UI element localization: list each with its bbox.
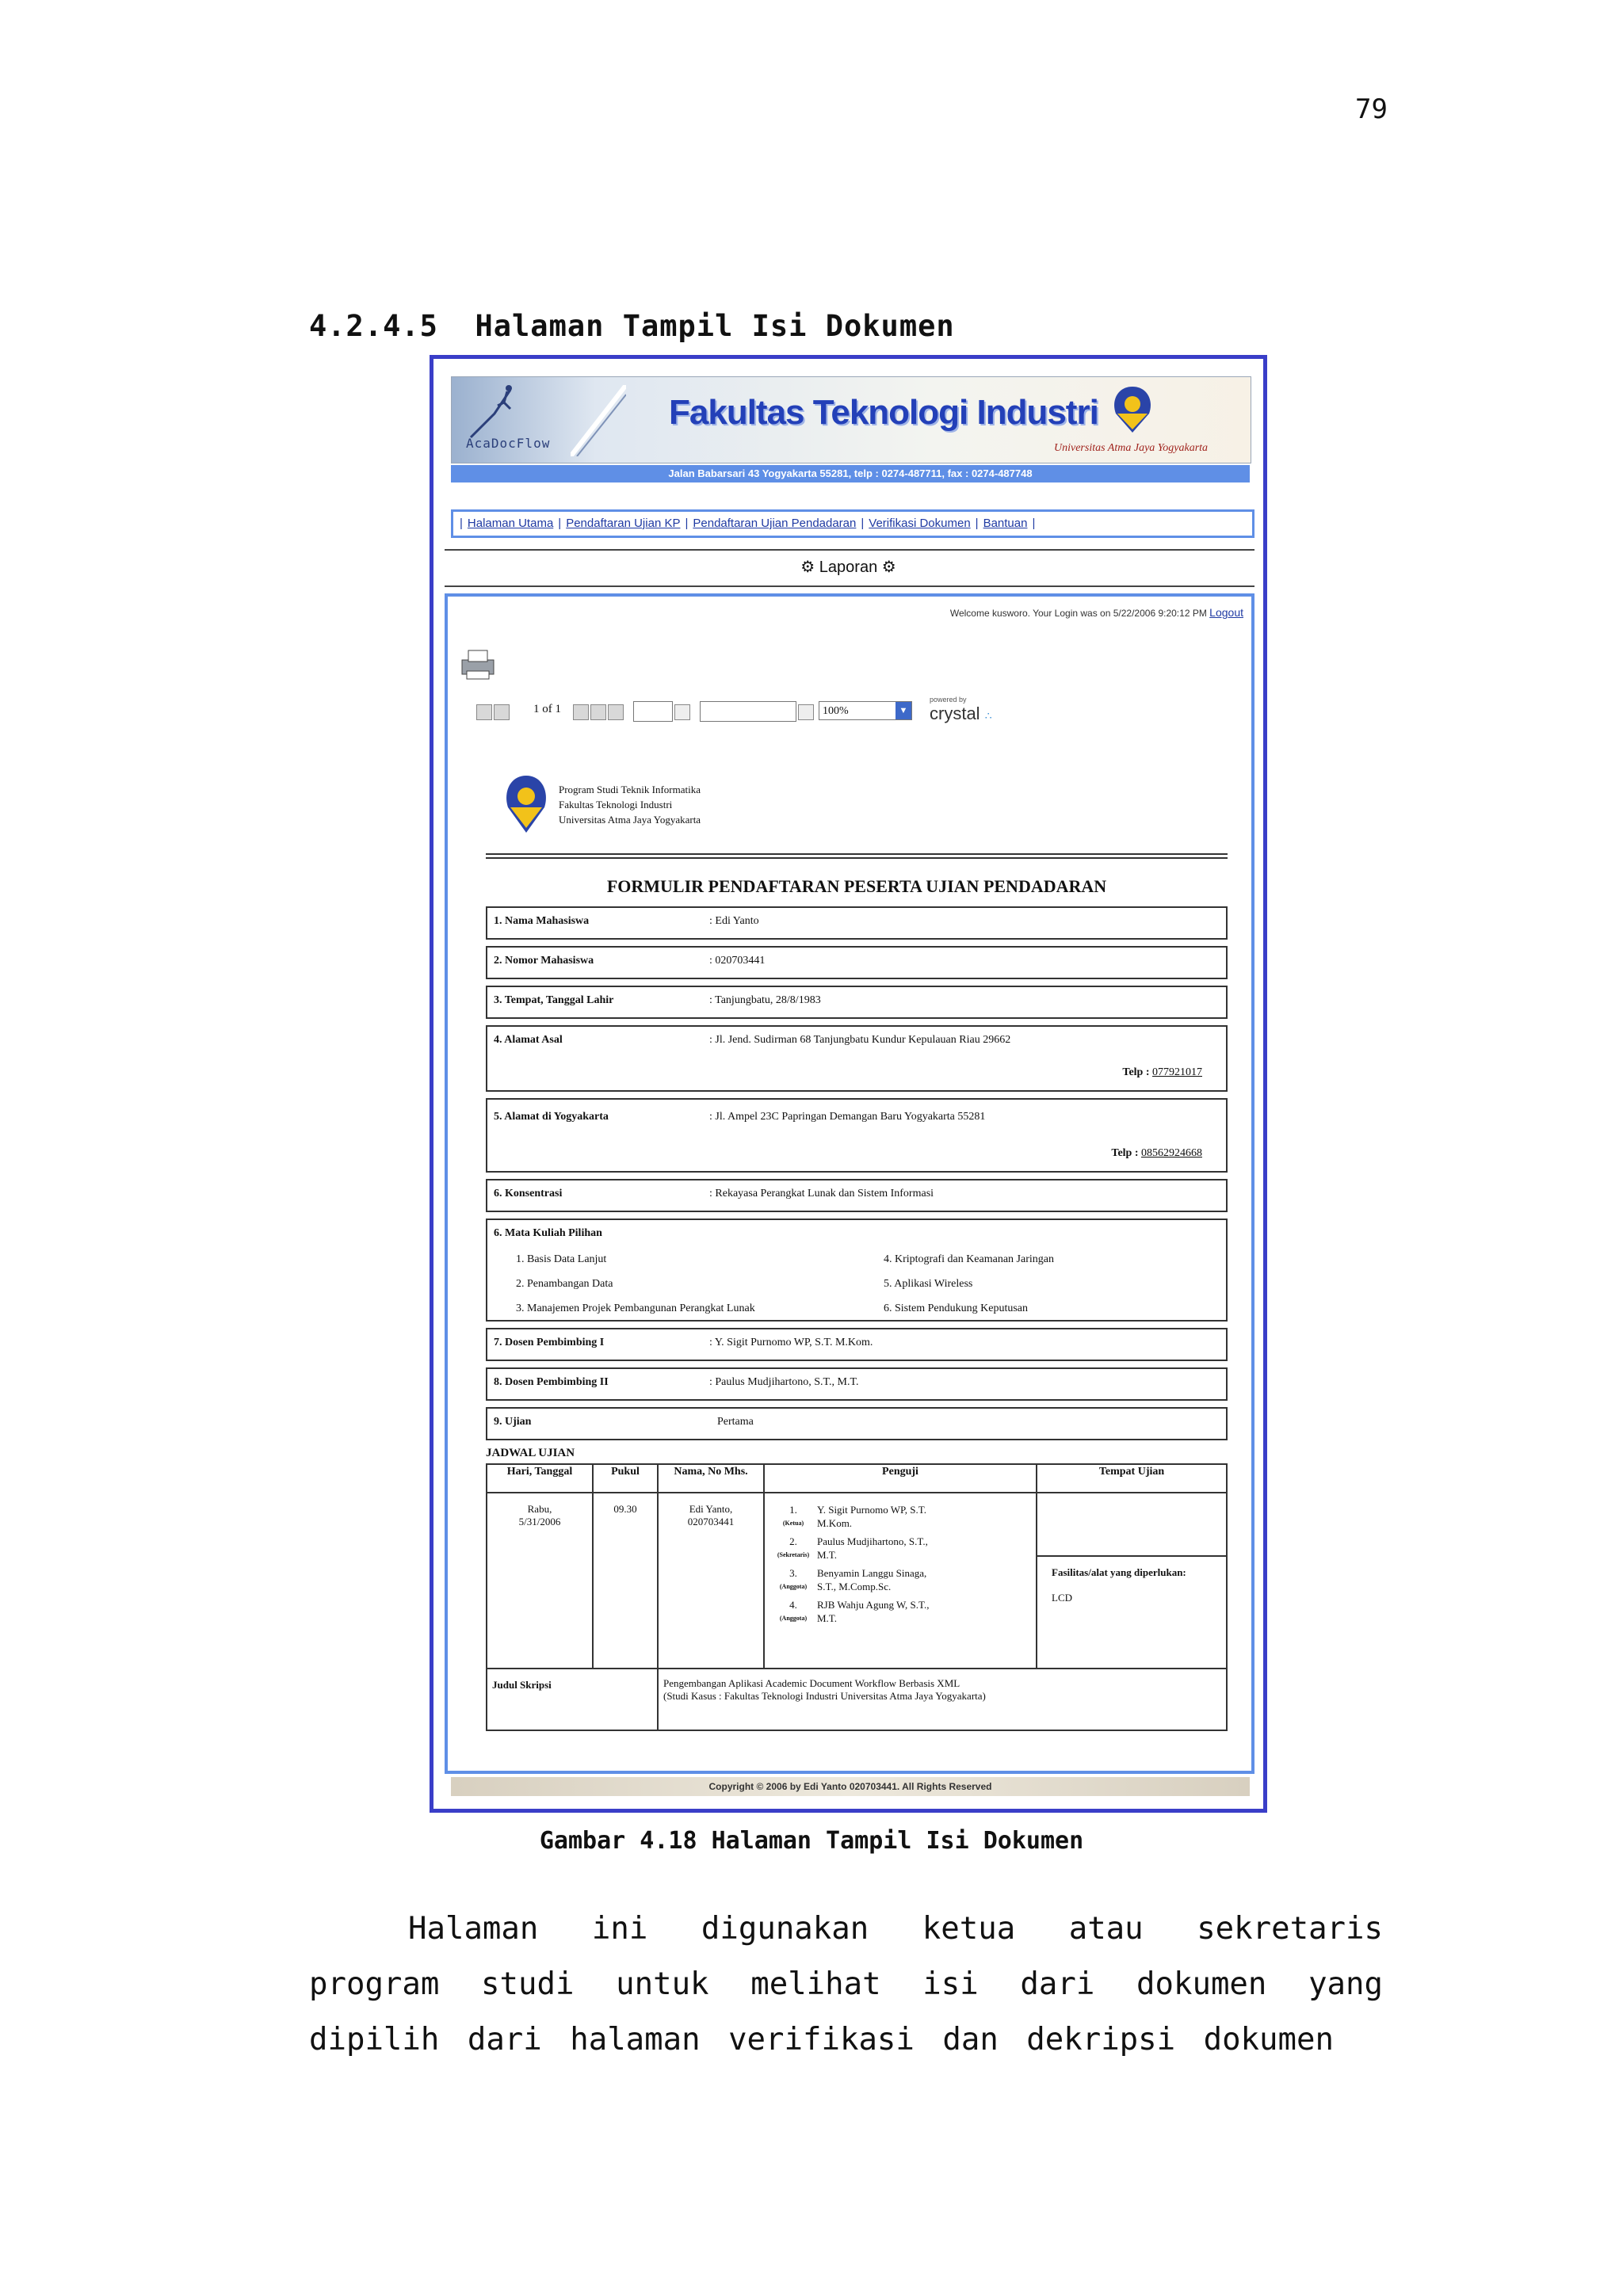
divider [445, 585, 1254, 587]
field-label: 5. Alamat di Yogyakarta [494, 1111, 609, 1123]
divider [445, 549, 1254, 551]
penguji-line: RJB Wahju Agung W, S.T., [817, 1599, 930, 1611]
field-dosen-1 [486, 1328, 1228, 1361]
field-nomor [486, 946, 1228, 979]
report-title: FORMULIR PENDAFTARAN PESERTA UJIAN PENDADARAN [606, 876, 1107, 896]
field-label: 6. Konsentrasi [494, 1188, 563, 1199]
judul-value-cell [658, 1669, 1227, 1730]
penguji-number [771, 1501, 815, 1531]
telp-value: 08562924668 [1141, 1147, 1202, 1159]
report-double-rule [486, 853, 1228, 859]
field-nama [486, 906, 1228, 940]
crystal-reports-logo [930, 696, 992, 724]
penguji-number [771, 1565, 815, 1595]
section-heading: 4.2.4.5 Halaman Tampil Isi Dokumen [309, 309, 955, 343]
telp-label: Telp : [1111, 1147, 1139, 1159]
faculty-title: Fakultas Teknologi Industri [669, 393, 1098, 432]
nim-text: 020703441 [687, 1516, 735, 1527]
list-item: 1. Basis Data Lanjut [516, 1253, 607, 1265]
field-dosen-2 [486, 1367, 1228, 1401]
table-header-row [487, 1464, 1227, 1493]
field-label: 7. Dosen Pembimbing I [494, 1337, 605, 1348]
field-value: : Paulus Mudjihartono, S.T., M.T. [709, 1376, 859, 1388]
penguji-row [771, 1596, 930, 1627]
report-header [486, 763, 1228, 850]
penguji-name [817, 1501, 930, 1531]
penguji-line: M.T. [817, 1612, 838, 1624]
last-page-button[interactable] [590, 704, 606, 720]
field-label: 6. Mata Kuliah Pilihan [494, 1227, 602, 1239]
column-header: Pukul [593, 1464, 658, 1493]
powered-by-text: powered by [930, 696, 967, 704]
column-header: Hari, Tanggal [487, 1464, 593, 1493]
judul-label-cell: Judul Skripsi [487, 1669, 658, 1730]
welcome-text: Welcome kusworo. Your Login was on 5/22/2006 9:20:12 PM [949, 608, 1207, 619]
nav-link-pendaftaran-pendadaran[interactable]: Pendaftaran Ujian Pendadaran [693, 517, 857, 530]
penguji-no: 1. [789, 1504, 797, 1516]
field-ttl [486, 986, 1228, 1019]
crystal-dots-icon: ∴ [984, 709, 992, 722]
printer-icon[interactable] [459, 646, 498, 682]
list-item: 2. Penambangan Data [516, 1278, 613, 1290]
welcome-message [950, 606, 1243, 619]
penguji-list [769, 1500, 931, 1628]
penguji-role: (Sekretaris) [777, 1551, 810, 1558]
telp-yogyakarta [1111, 1147, 1202, 1160]
field-value: : Edi Yanto [709, 915, 759, 927]
hari-cell [487, 1493, 593, 1669]
nama-text: Edi Yanto, [689, 1503, 733, 1515]
search-binoculars-icon[interactable] [798, 704, 814, 720]
search-text-input[interactable] [700, 701, 796, 722]
university-line: Universitas Atma Jaya Yogyakarta [559, 814, 701, 826]
mata-kuliah-left-list [516, 1247, 755, 1321]
crystal-brand-text: crystal [930, 704, 980, 723]
penguji-line: M.T. [817, 1549, 838, 1561]
close-group-tree-button[interactable] [608, 704, 624, 720]
field-value: : Tanjungbatu, 28/8/1983 [709, 994, 821, 1006]
judul-line: (Studi Kasus : Fakultas Teknologi Industri Universitas Atma Jaya Yogyakarta) [663, 1690, 986, 1702]
page-indicator: 1 of 1 [533, 703, 561, 715]
penguji-no: 3. [789, 1567, 797, 1579]
report-document [486, 763, 1228, 1731]
field-value: : Y. Sigit Purnomo WP, S.T. M.Kom. [709, 1337, 873, 1348]
telp-label: Telp : [1122, 1066, 1150, 1078]
penguji-line: Paulus Mudjihartono, S.T., [817, 1535, 928, 1547]
banner-slash-decoration [571, 385, 626, 456]
penguji-line: Benyamin Langgu Sinaga, [817, 1567, 927, 1579]
penguji-row [771, 1533, 930, 1563]
faculty-line: Fakultas Teknologi Industri [559, 799, 673, 810]
field-value: : 020703441 [709, 955, 766, 967]
report-icon: ⚙ [881, 559, 896, 576]
penguji-number [771, 1596, 815, 1627]
tanggal-text: 5/31/2006 [518, 1516, 561, 1527]
goto-page-button[interactable] [674, 704, 690, 720]
judul-line: Pengembangan Aplikasi Academic Document Workflow Berbasis XML [663, 1677, 960, 1689]
hari-text: Rabu, [527, 1503, 552, 1515]
climber-logo-icon [463, 382, 531, 441]
penguji-name [817, 1596, 930, 1627]
viewer-toolbar [476, 696, 1063, 723]
penguji-role: (Anggota) [779, 1615, 808, 1622]
zoom-select[interactable] [819, 701, 912, 720]
pukul-cell: 09.30 [593, 1493, 658, 1669]
field-label: 3. Tempat, Tanggal Lahir [494, 994, 614, 1006]
app-logo-text: AcaDocFlow [466, 436, 551, 451]
field-value: : Rekayasa Perangkat Lunak dan Sistem Informasi [709, 1188, 934, 1199]
field-mata-kuliah [486, 1219, 1228, 1322]
column-header: Tempat Ujian [1037, 1464, 1227, 1493]
jadwal-table [486, 1463, 1228, 1731]
jadwal-title: JADWAL UJIAN [486, 1447, 575, 1459]
field-label: 8. Dosen Pembimbing II [494, 1376, 609, 1388]
field-value: : Jl. Ampel 23C Papringan Demangan Baru Yogyakarta 55281 [709, 1111, 986, 1123]
nav-link-verifikasi-dokumen[interactable]: Verifikasi Dokumen [869, 517, 971, 530]
nama-cell [658, 1493, 764, 1669]
field-label: 4. Alamat Asal [494, 1034, 563, 1046]
nav-link-halaman-utama[interactable]: Halaman Utama [467, 517, 554, 530]
chevron-down-icon: ▼ [896, 702, 911, 719]
field-label: 2. Nomor Mahasiswa [494, 955, 594, 967]
penguji-no: 2. [789, 1535, 797, 1547]
university-seal-icon [498, 772, 554, 836]
column-header: Penguji [764, 1464, 1037, 1493]
column-header: Nama, No Mhs. [658, 1464, 764, 1493]
field-value: Pertama [717, 1416, 754, 1428]
tempat-cell [1037, 1493, 1227, 1669]
penguji-number [771, 1533, 815, 1563]
tempat-value [1037, 1493, 1226, 1557]
body-paragraph: Halaman ini digunakan ketua atau sekretaris program studi untuk melihat isi dari dokumen yang dipilih dari halaman verifikasi dan dekripsi dokumen [309, 1911, 1383, 2058]
field-alamat-asal [486, 1025, 1228, 1092]
list-item: 3. Manajemen Projek Pembangunan Perangkat Lunak [516, 1302, 755, 1314]
penguji-line: M.Kom. [817, 1517, 853, 1529]
site-banner [451, 376, 1251, 463]
nav-link-pendaftaran-kp[interactable]: Pendaftaran Ujian KP [566, 517, 681, 530]
fasilitas-value: LCD [1052, 1592, 1072, 1604]
penguji-line: Y. Sigit Purnomo WP, S.T. [817, 1504, 926, 1516]
address-bar: Jalan Babarsari 43 Yogyakarta 55281, telp : 0274-487711, fax : 0274-487748 [451, 465, 1250, 482]
copyright-bar: Copyright © 2006 by Edi Yanto 020703441. All Rights Reserved [451, 1777, 1250, 1796]
penguji-cell [764, 1493, 1037, 1669]
list-item: 4. Kriptografi dan Keamanan Jaringan [884, 1253, 1054, 1265]
table-row [487, 1493, 1227, 1669]
report-viewer-panel [445, 593, 1254, 1774]
section-title [433, 557, 1263, 577]
list-item: 6. Sistem Pendukung Keputusan [884, 1302, 1028, 1314]
next-page-button[interactable] [573, 704, 589, 720]
fasilitas-label: Fasilitas/alat yang diperlukan: [1052, 1566, 1186, 1578]
university-name: Universitas Atma Jaya Yogyakarta [1054, 442, 1209, 454]
telp-asal [1122, 1066, 1202, 1079]
program-line: Program Studi Teknik Informatika [559, 784, 701, 795]
penguji-no: 4. [789, 1599, 797, 1611]
zoom-value: 100% [823, 705, 849, 717]
nav-menu: | Halaman Utama | Pendaftaran Ujian KP | Pendaftaran Ujian Pendadaran | Verifikasi Dokumen | Bantuan | [451, 509, 1254, 538]
list-item: 5. Aplikasi Wireless [884, 1278, 973, 1290]
goto-page-input[interactable] [633, 701, 673, 722]
penguji-role: (Anggota) [779, 1583, 808, 1590]
field-value: : Jl. Jend. Sudirman 68 Tanjungbatu Kundur Kepulauan Riau 29662 [709, 1034, 1011, 1046]
penguji-role: (Ketua) [782, 1520, 804, 1527]
nav-link-bantuan[interactable]: Bantuan [983, 517, 1028, 530]
screenshot-figure [430, 355, 1267, 1813]
prev-page-button[interactable] [494, 704, 510, 720]
mata-kuliah-right-list [884, 1247, 1054, 1321]
program-info [559, 782, 701, 827]
penguji-row [771, 1501, 930, 1531]
logout-link[interactable]: Logout [1209, 606, 1243, 619]
field-label: 9. Ujian [494, 1416, 532, 1428]
table-row [487, 1669, 1227, 1730]
university-seal-icon [1106, 383, 1159, 436]
field-konsentrasi [486, 1179, 1228, 1212]
field-ujian [486, 1407, 1228, 1440]
penguji-name [817, 1565, 930, 1595]
page-number: 79 [1355, 93, 1388, 125]
penguji-row [771, 1565, 930, 1595]
penguji-line: S.T., M.Comp.Sc. [817, 1581, 892, 1592]
telp-value: 077921017 [1152, 1066, 1202, 1078]
report-icon: ⚙ [800, 559, 815, 576]
figure-caption: Gambar 4.18 Halaman Tampil Isi Dokumen [539, 1827, 1084, 1855]
section-title-text: Laporan [819, 559, 878, 576]
penguji-name [817, 1533, 930, 1563]
first-page-button[interactable] [476, 704, 492, 720]
field-alamat-yogyakarta [486, 1098, 1228, 1173]
field-label: 1. Nama Mahasiswa [494, 915, 590, 927]
